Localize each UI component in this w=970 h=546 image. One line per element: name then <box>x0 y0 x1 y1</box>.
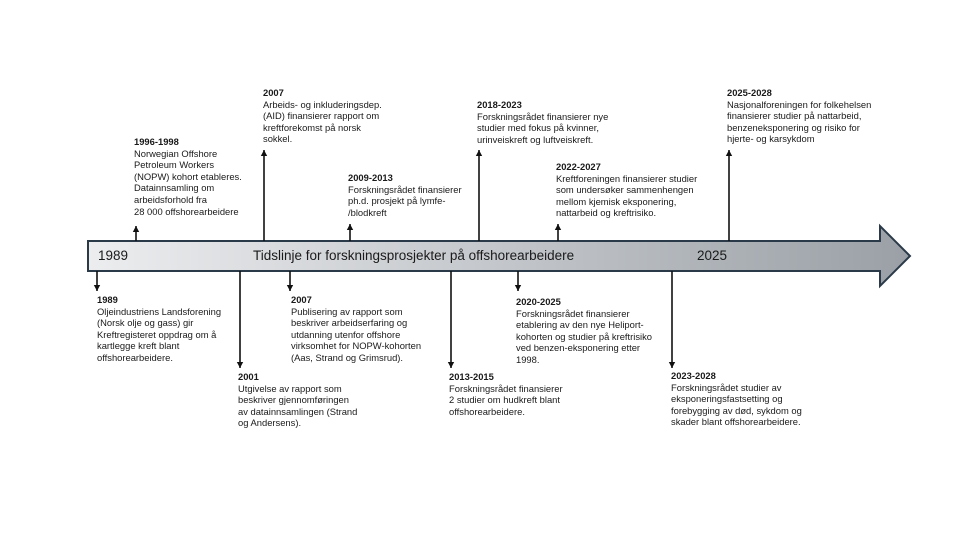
event-text: Norwegian Offshore Petroleum Workers (NOPW) kohort etableres. Datainnsamling om arbeidsforhold fra 28 000 offshorearbeidere <box>134 147 242 217</box>
event-text: Forskningsrådet finansierer ph.d. prosjekt på lymfe- /blodkreft <box>348 183 462 218</box>
event-text: Forskningsrådet finansierer 2 studier om hudkreft blant offshorearbeidere. <box>449 382 563 417</box>
event-text: Forskningsrådet studier av eksponeringsfastsetting og forebygging av død, sykdom og skader blant offshorearbeidere. <box>671 381 802 428</box>
event-above-2007 <box>263 87 413 145</box>
event-year: 2020-2025 <box>516 296 561 307</box>
event-below-2020-2025 <box>516 296 696 366</box>
event-text: Utgivelse av rapport som beskriver gjennomføringen av datainnsamlingen (Strand og Andersens). <box>238 382 358 429</box>
event-year: 2001 <box>238 371 259 382</box>
event-year: 2023-2028 <box>671 370 716 381</box>
event-year: 2009-2013 <box>348 172 393 183</box>
event-below-1989 <box>97 294 257 364</box>
event-above-1996-1998 <box>134 136 274 217</box>
event-year: 2018-2023 <box>477 99 522 110</box>
event-year: 1996-1998 <box>134 136 179 147</box>
connector-above-1996-1998 <box>133 226 139 241</box>
event-above-2025-2028 <box>727 87 917 145</box>
connector-above-2022-2027 <box>555 224 561 241</box>
event-above-2009-2013 <box>348 172 488 218</box>
connector-below-2007 <box>287 271 293 291</box>
event-year: 2007 <box>291 294 312 305</box>
event-text: Forskningsrådet finansierer etablering av den nye Heliport- kohorten og studier på kreftrisiko ved benzen-eksponering etter 1998. <box>516 307 653 365</box>
end-year-label: 2025 <box>697 248 728 263</box>
timeline-title: Tidslinje for forskningsprosjekter på offshorearbeidere <box>253 248 575 263</box>
event-below-2023-2028 <box>671 370 841 428</box>
event-year: 2007 <box>263 87 284 98</box>
event-year: 1989 <box>97 294 118 305</box>
event-text: Arbeids- og inkluderingsdep. (AID) finansierer rapport om kreftforekomst på norsk sokkel. <box>263 98 382 145</box>
connector-above-2009-2013 <box>347 224 353 241</box>
event-below-2001 <box>238 371 388 429</box>
event-below-2007 <box>291 294 451 364</box>
connector-below-2020-2025 <box>515 271 521 291</box>
start-year-label: 1989 <box>98 248 129 263</box>
event-year: 2013-2015 <box>449 371 494 382</box>
event-text: Forskningsrådet finansierer nye studier med fokus på kvinner, urinveiskreft og luftveiskreft. <box>477 110 609 145</box>
event-above-2022-2027 <box>556 161 736 219</box>
event-text: Nasjonalforeningen for folkehelsen finansierer studier på nattarbeid, benzeneksponering og risiko for hjerte- og karsykdom <box>727 98 872 145</box>
event-text: Oljeindustriens Landsforening (Norsk olje og gass) gir Kreftregisteret oppdrag om å kartlegge kreft blant offshorearbeidere. <box>97 305 222 363</box>
connector-below-1989 <box>94 271 100 291</box>
event-year: 2025-2028 <box>727 87 772 98</box>
event-below-2013-2015 <box>449 371 599 417</box>
event-year: 2022-2027 <box>556 161 601 172</box>
event-text: Kreftforeningen finansierer studier som undersøker sammenhengen mellom kjemisk eksponering, nattarbeid og kreftrisiko. <box>556 172 698 219</box>
event-above-2018-2023 <box>477 99 642 145</box>
event-text: Publisering av rapport som beskriver arbeidserfaring og utdanning utenfor offshore virksomhet for NOPW-kohorten (Aas, Strand og Grimsrud). <box>291 305 422 363</box>
